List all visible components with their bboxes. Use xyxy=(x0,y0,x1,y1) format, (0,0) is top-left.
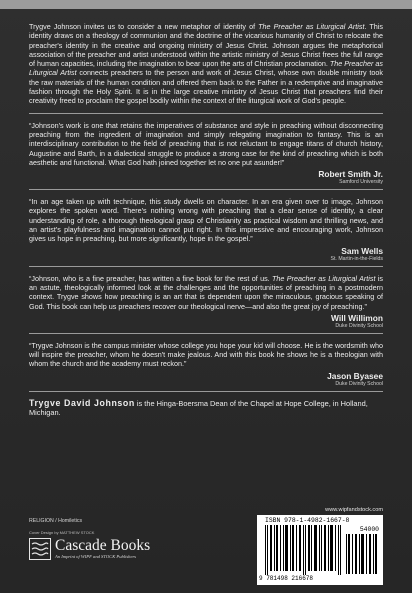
author-bio xyxy=(29,399,383,418)
divider xyxy=(29,391,383,392)
endorser-affiliation: Duke Divinity School xyxy=(335,322,383,329)
signature-willimon xyxy=(29,313,383,329)
endorser-name: Jason Byasee xyxy=(327,370,383,381)
endorser-name: Robert Smith Jr. xyxy=(318,169,383,180)
book-title-italic: The Preacher as Liturgical Artist xyxy=(272,273,376,283)
blurb-byasee: “Trygve Johnson is the campus minister whose college you hope your kid will choose. He is the wordsmith who will inspire the preacher, whom he doesn't make jealous. And with this book he shows he is a theologian with whom the church and the academy must reckon.” xyxy=(29,340,383,369)
endorser-affiliation: Samford University xyxy=(339,179,383,186)
blurb-willimon xyxy=(29,274,383,311)
description xyxy=(29,22,383,106)
category-label: RELIGION / Homiletics xyxy=(29,518,83,524)
isbn-text: ISBN 978-1-4982-1667-8 xyxy=(265,517,350,524)
publisher-website: www.wipfandstock.com xyxy=(325,507,383,513)
blurb-willimon-pre: “Johnson, who is a fine preacher, has written a fine book for the rest of us. xyxy=(29,273,273,283)
blurb-wells: “In an age taken up with technique, this study dwells on character. In an era given over to image, Johnson explores the spoken word. There's nothing wrong with preaching that a clear sense of identity, a clear understanding of role, a thorough theological grasp of Christianity as practical wisdom and thrilling news, and an artist's playfulness and imagination cannot put right. In this impressive and encouraging work, Johnson gives us hope in preaching, but more significantly, hope in the gospel.” xyxy=(29,197,383,244)
signature-wells xyxy=(29,246,383,262)
description-part-1: Trygve Johnson invites us to consider a new metaphor of identity of xyxy=(29,22,259,31)
description-part-2: . This identity draws on a theology of communion and the doctrine of the vicarious humanity of Christ to relocate the preacher's identity in the creative and ongoing ministry of Jesus Christ. Johnson argues the metaphorical association of the preacher and artist understood within the artistic ministry of Jesus Christ frees the full range of human capacities, including the imagination to bear upon the arts of Christian proclamation. xyxy=(29,22,383,69)
divider xyxy=(29,113,383,114)
blurb-smith: “Johnson's work is one that retains the imperatives of substance and style in preaching without disconnecting preaching from the ingredient of imagination and simply relegating imagination to fantasy. This is an interdisciplinary contribution to the field of preaching that is not reluctant to engage titans of church history, Augustine and Barth, in a dialectical struggle to produce a strong case for the kind of preaching which is both aesthetic and functional. What God hath joined together let no one put asunder!” xyxy=(29,120,383,167)
endorser-affiliation: Duke Divinity School xyxy=(335,380,383,387)
footer xyxy=(29,500,383,593)
description-part-3: connects preachers to the person and work of Jesus Christ, whose own double ministry took the raw materials of the human condition and offered them back to the Father in a redemptive and imaginative fashion through the Holy Spirit. It is in the large creative ministry of Jesus Christ that preachers find their creativity freed to proclaim the gospel bodily within the context of the liturgical work of God's people. xyxy=(29,68,383,106)
publisher-mark-icon xyxy=(29,538,51,560)
author-bio-text: is the Hinga-Boersma Dean of the Chapel at Hope College, in Holland, Michigan. xyxy=(29,398,368,418)
blurb-willimon-post: is an astute, theologically informed look at the challenges and the opportunities of preaching in a postmodern context. Trygve shows how preaching is an art that is dependent upon the miraculous, gracious speaking of God. This book can help us preachers recover our theological nerve—and also the great joy of preaching.” xyxy=(29,273,384,311)
endorser-name: Sam Wells xyxy=(341,245,383,256)
publisher-logo xyxy=(29,538,149,560)
price-barcode-icon xyxy=(346,534,378,574)
publisher-name: Cascade Books xyxy=(55,537,151,554)
signature-byasee xyxy=(29,371,383,387)
endorser-affiliation: St. Martin-in-the-Fields xyxy=(330,255,383,262)
top-band xyxy=(0,0,412,9)
publisher-imprint: An Imprint of WIPF and STOCK Publishers xyxy=(55,554,137,559)
ean-number: 9 781498 216678 xyxy=(259,575,314,582)
cover-design-credit: Cover Design by MATTHEW STOCK xyxy=(29,530,95,535)
signature-smith xyxy=(29,169,383,185)
price-code: 54000 xyxy=(359,526,379,533)
endorser-name: Will Willimon xyxy=(331,312,383,323)
ean-barcode-icon xyxy=(265,525,343,575)
divider xyxy=(29,189,383,190)
author-name: Trygve David Johnson xyxy=(29,397,135,408)
book-title-italic-2: The Preacher as Liturgical Artist xyxy=(29,59,383,78)
book-title-italic: The Preacher as Liturgical Artist xyxy=(258,22,365,31)
divider xyxy=(29,333,383,334)
barcode xyxy=(257,515,383,585)
divider xyxy=(29,266,383,267)
